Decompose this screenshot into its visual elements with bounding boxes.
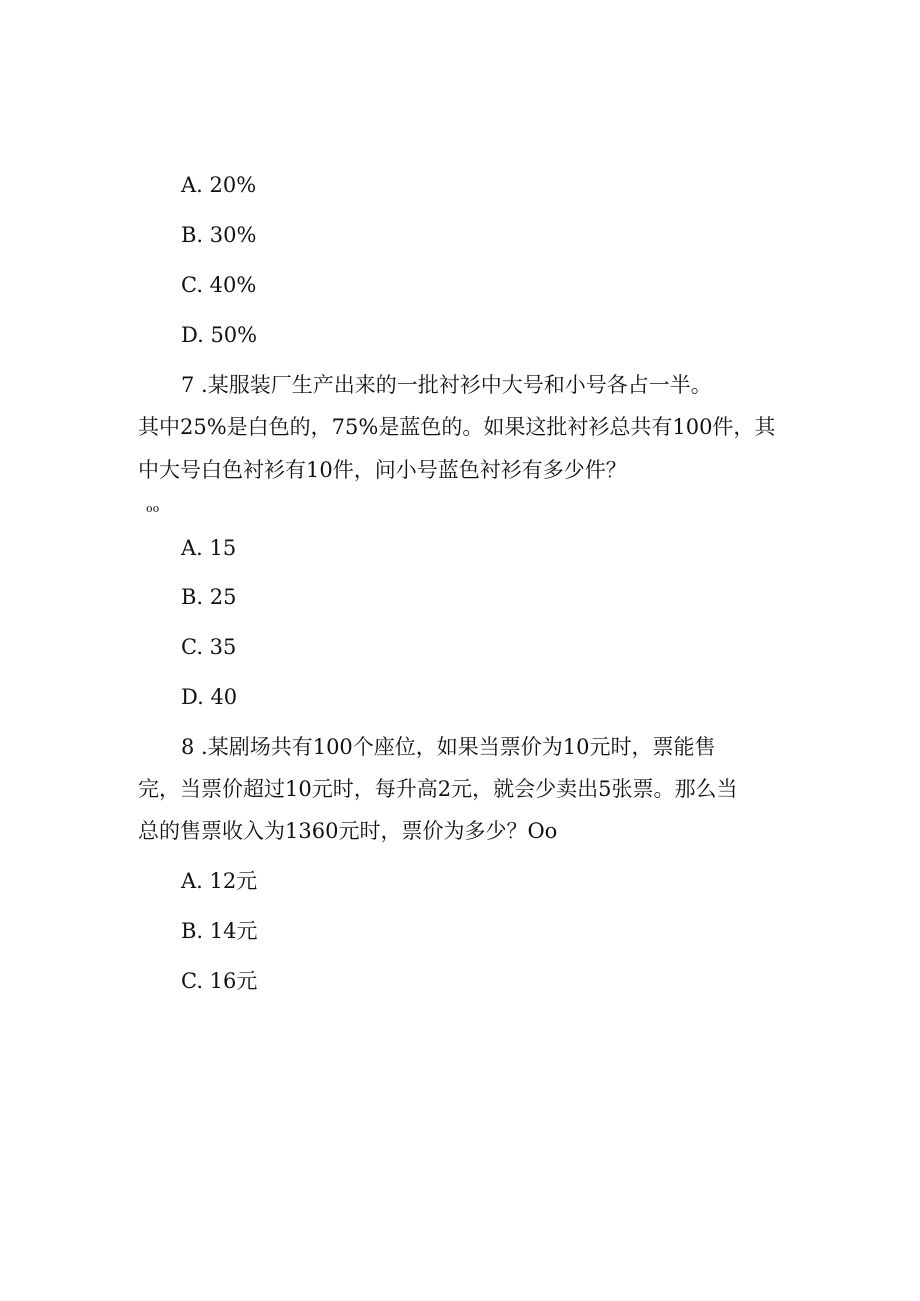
q8-question-line-2: 完，当票价超过10元时，每升高2元，就会少卖出5张票。那么当	[138, 777, 738, 801]
q7-option-d: D. 40	[181, 685, 238, 709]
q6-option-b: B. 30%	[181, 223, 257, 247]
q8-option-c: C. 16元	[181, 969, 258, 993]
q7-option-a: A. 15	[181, 536, 237, 560]
q7-option-c: C. 35	[181, 635, 237, 659]
q7-question-line-1: 7 .某服装厂生产出来的一批衬衫中大号和小号各占一半。	[181, 373, 712, 397]
q6-option-c: C. 40%	[181, 273, 257, 297]
q8-option-b: B. 14元	[181, 919, 258, 943]
q7-stray-mark: oo	[146, 502, 160, 515]
q8-option-a: A. 12元	[181, 869, 258, 893]
q6-option-a: A. 20%	[181, 173, 257, 197]
q7-option-b: B. 25	[181, 585, 237, 609]
q6-option-d: D. 50%	[181, 323, 258, 347]
q8-question-line-3: 总的售票收入为1360元时，票价为多少？Oo	[138, 819, 558, 843]
q7-question-line-2: 其中25%是白色的，75%是蓝色的。如果这批衬衫总共有100件，其	[138, 415, 776, 439]
q7-question-line-3: 中大号白色衬衫有10件，问小号蓝色衬衫有多少件？	[138, 458, 627, 482]
q8-question-line-1: 8 .某剧场共有100个座位，如果当票价为10元时，票能售	[181, 735, 716, 759]
